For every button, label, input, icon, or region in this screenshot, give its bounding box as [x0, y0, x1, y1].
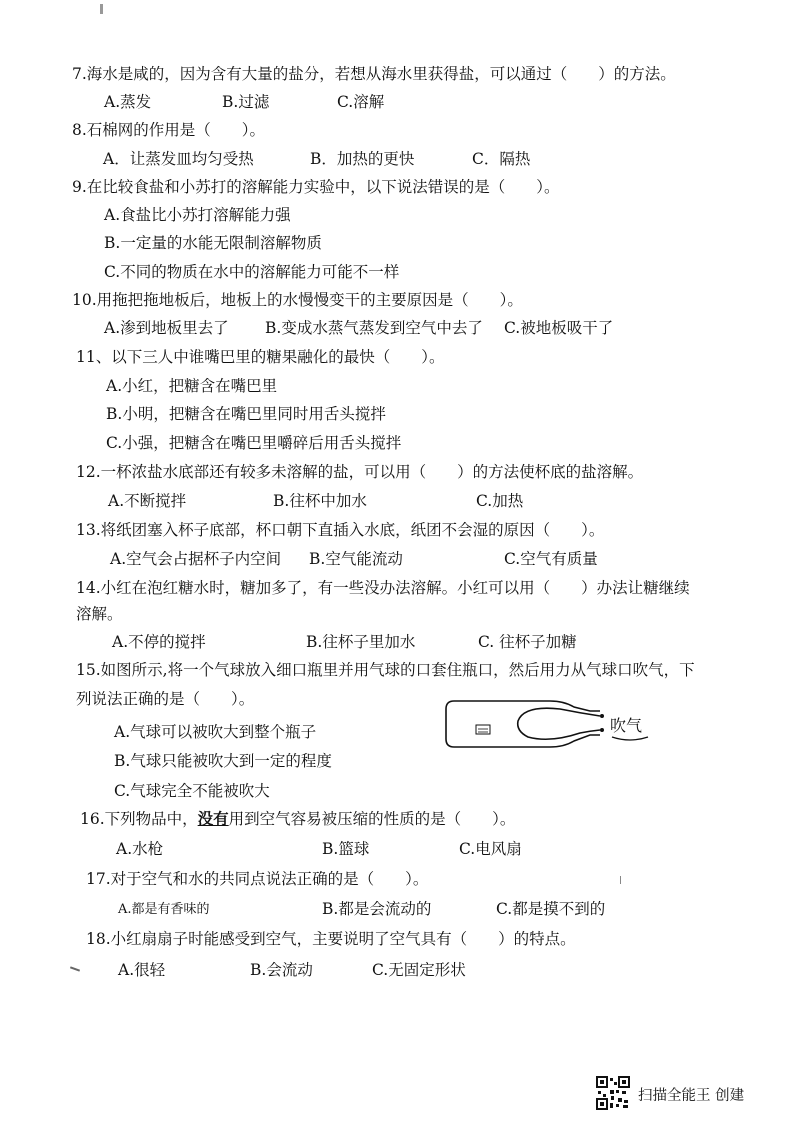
- blow-air-underline: [610, 733, 650, 745]
- blow-air-label: 吹气: [610, 716, 643, 735]
- q13-option-c: C.空气有质量: [504, 550, 598, 568]
- bottle-label: [476, 725, 490, 734]
- balloon-shape: [518, 708, 600, 739]
- q11-option-c: C.小强，把糖含在嘴巴里嚼碎后用舌头搅拌: [106, 434, 402, 452]
- q17-option-b: B.都是会流动的: [322, 900, 432, 918]
- balloon-neck-end-lower: [600, 728, 604, 732]
- q16-stem-suffix: 用到空气容易被压缩的性质的是（ ）。: [228, 810, 516, 828]
- q16-option-c: C.电风扇: [459, 840, 522, 858]
- q18-option-a: A.很轻: [118, 961, 166, 979]
- q8-option-b: B．加热的更快: [310, 150, 415, 168]
- q10-option-b: B.变成水蒸气蒸发到空气中去了: [265, 319, 483, 337]
- q12-stem: 12.一杯浓盐水底部还有较多未溶解的盐，可以用（ ）的方法使杯底的盐溶解。: [76, 463, 644, 481]
- q14-stem: 14.小红在泡红糖水时，糖加多了，有一些没办法溶解。小红可以用（ ）办法让糖继续: [76, 579, 690, 597]
- q16-stem: [80, 809, 515, 829]
- scanner-watermark: [596, 1076, 776, 1112]
- q17-option-c: C.都是摸不到的: [496, 900, 606, 918]
- q15-option-b: B.气球只能被吹大到一定的程度: [114, 752, 332, 770]
- q16-stem-prefix: 16.下列物品中，: [80, 810, 198, 828]
- q16-stem-emphasis: 没有: [197, 809, 229, 828]
- q10-stem: 10.用拖把拖地板后，地板上的水慢慢变干的主要原因是（ ）。: [72, 291, 523, 309]
- q12-option-b: B.往杯中加水: [273, 492, 367, 510]
- q9-stem: 9.在比较食盐和小苏打的溶解能力实验中，以下说法错误的是（ ）。: [72, 178, 560, 196]
- q15-option-a: A.气球可以被吹大到整个瓶子: [114, 723, 317, 741]
- balloon-neck-end: [600, 714, 604, 718]
- q13-stem: 13.将纸团塞入杯子底部，杯口朝下直插入水底，纸团不会湿的原因（ ）。: [76, 521, 605, 539]
- q7-stem: 7.海水是咸的，因为含有大量的盐分，若想从海水里获得盐，可以通过（ ）的方法。: [72, 65, 676, 83]
- q9-option-a: A.食盐比小苏打溶解能力强: [104, 206, 291, 224]
- balloon-bottle-figure: [440, 695, 680, 765]
- q15-stem-continued: 列说法正确的是（ ）。: [76, 690, 255, 708]
- q14-option-c: C. 往杯子加糖: [478, 633, 577, 651]
- watermark-label: 扫描全能王 创建: [638, 1088, 745, 1104]
- q8-option-a: A．让蒸发皿均匀受热: [103, 150, 254, 168]
- q16-option-a: A.水枪: [116, 840, 164, 858]
- q12-option-a: A.不断搅拌: [108, 492, 187, 510]
- q15-stem: 15.如图所示,将一个气球放入细口瓶里并用气球的口套住瓶口，然后用力从气球口吹气，下: [76, 661, 695, 679]
- q8-stem: 8.石棉网的作用是（ ）。: [72, 121, 266, 139]
- q10-option-a: A.渗到地板里去了: [104, 319, 229, 337]
- scan-speck: [620, 876, 621, 884]
- q7-option-b: B.过滤: [222, 93, 270, 111]
- q13-option-b: B.空气能流动: [309, 550, 403, 568]
- q11-option-b: B.小明，把糖含在嘴巴里同时用舌头搅拌: [106, 405, 386, 423]
- q14-stem-continued: 溶解。: [76, 605, 123, 623]
- q14-option-b: B.往杯子里加水: [306, 633, 416, 651]
- q8-option-c: C．隔热: [472, 150, 531, 168]
- q15-option-c: C.气球完全不能被吹大: [114, 782, 270, 800]
- q18-stem: 18.小红扇扇子时能感受到空气，主要说明了空气具有（ ）的特点。: [86, 930, 576, 948]
- q12-option-c: C.加热: [476, 492, 524, 510]
- q13-option-a: A.空气会占据杯子内空间: [110, 550, 282, 568]
- q11-option-a: A.小红，把糖含在嘴巴里: [106, 377, 278, 395]
- q16-option-b: B.篮球: [322, 840, 370, 858]
- qr-code-icon: [596, 1076, 630, 1110]
- q18-option-b: B.会流动: [250, 961, 313, 979]
- q17-option-a: A.都是有香味的: [118, 902, 210, 917]
- scan-speck: [100, 4, 103, 14]
- scan-speck: [70, 966, 80, 971]
- bottle-diagram: [440, 695, 680, 765]
- q9-option-c: C.不同的物质在水中的溶解能力可能不一样: [104, 263, 400, 281]
- q10-option-c: C.被地板吸干了: [504, 319, 614, 337]
- q9-option-b: B.一定量的水能无限制溶解物质: [104, 234, 322, 252]
- bottle-outline: [446, 701, 600, 747]
- q7-option-a: A.蒸发: [104, 93, 152, 111]
- q11-stem: 11、以下三人中谁嘴巴里的糖果融化的最快（ ）。: [76, 348, 445, 366]
- q18-option-c: C.无固定形状: [372, 961, 466, 979]
- q17-stem: 17.对于空气和水的共同点说法正确的是（ ）。: [86, 870, 429, 888]
- q14-option-a: A.不停的搅拌: [112, 633, 206, 651]
- q7-option-c: C.溶解: [337, 93, 385, 111]
